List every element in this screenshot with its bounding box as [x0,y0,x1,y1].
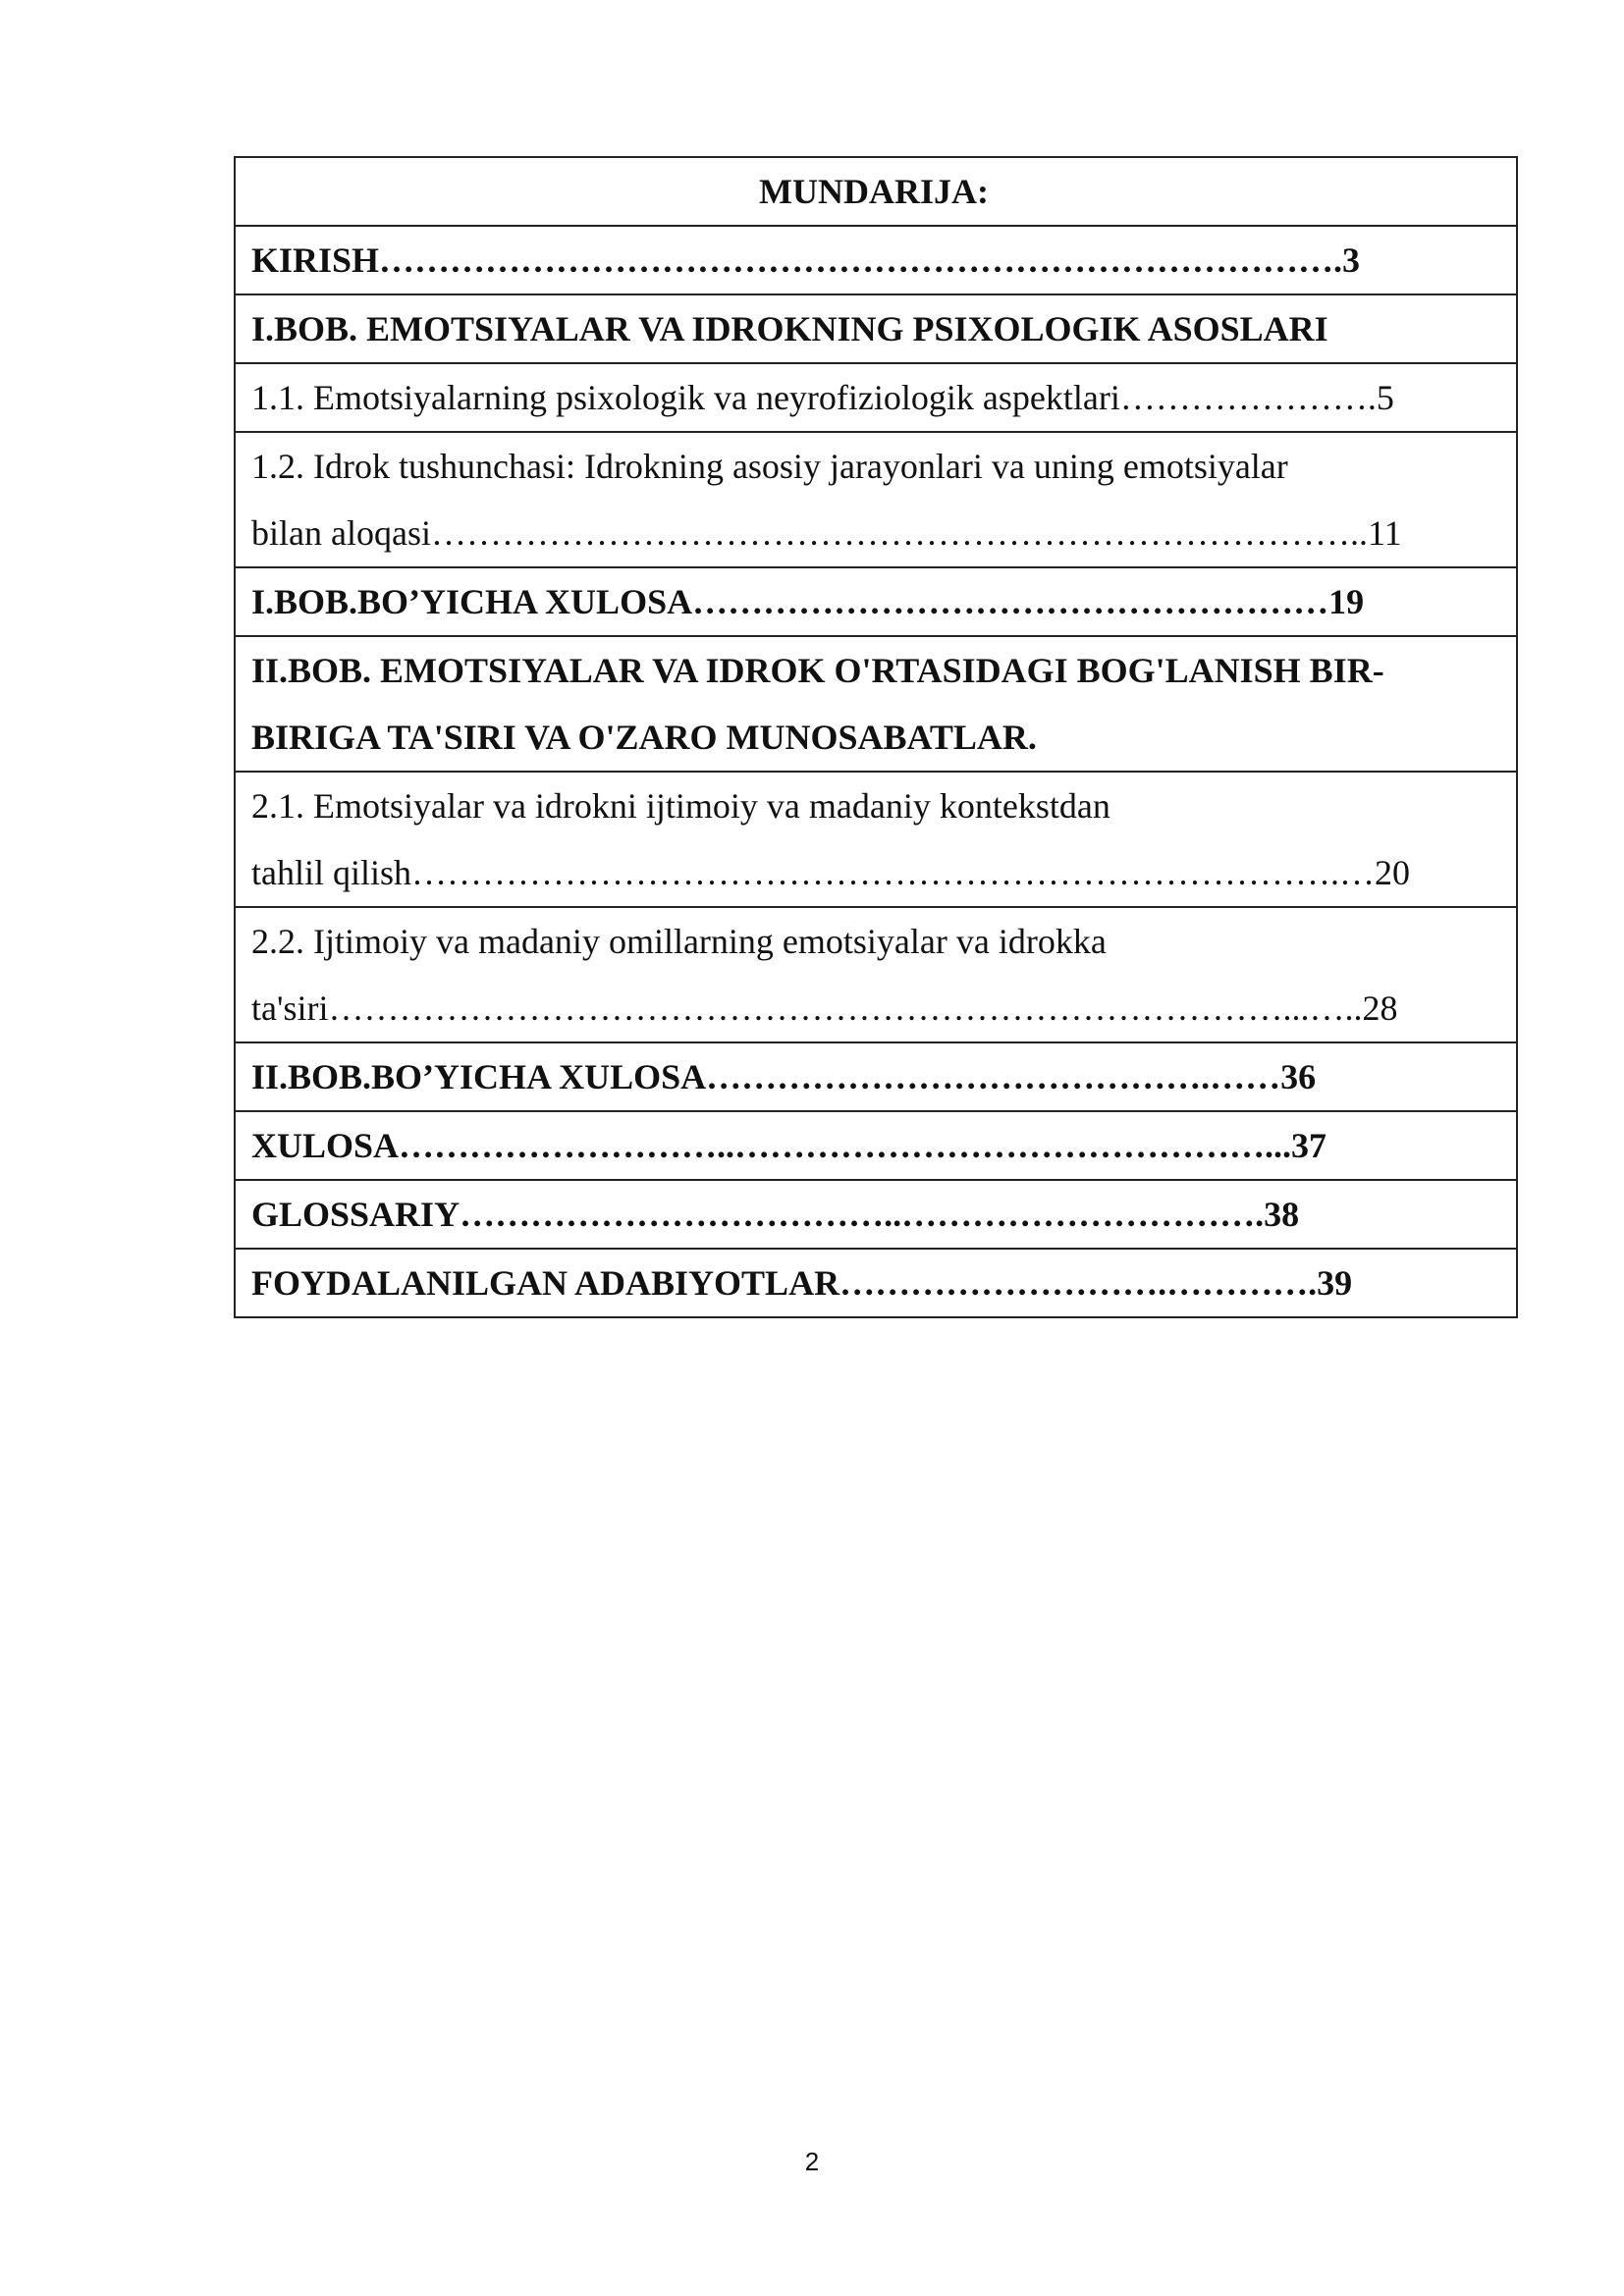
toc-title: MUNDARIJA: [235,157,1517,226]
toc-row [235,1249,1517,1317]
toc-entry-line: FOYDALANILGAN ADABIYOTLAR……………………….………….39 [251,1263,1353,1303]
toc-entry[interactable] [235,772,1517,907]
toc-entry-line: II.BOB. EMOTSIYALAR VA IDROK O'RTASIDAGI BOG'LANISH BIR- [251,651,1384,690]
toc-entry-line: XULOSA………………………..………………………………………...37 [251,1126,1327,1165]
toc-entry[interactable] [235,294,1517,363]
toc-entry-line: ta'siri………………………………………………………………………...…..28 [251,988,1398,1028]
toc-entry[interactable] [235,636,1517,772]
toc-row [235,1042,1517,1111]
toc-entry[interactable] [235,567,1517,636]
table-of-contents [234,156,1518,1318]
toc-entry-line: 1.1. Emotsiyalarning psixologik va neyrofiziologik aspektlari………………….5 [251,378,1394,417]
toc-body [235,157,1517,1317]
toc-entry[interactable] [235,1111,1517,1180]
toc-entry-line: bilan aloqasi……………………………………………………………………..11 [251,513,1402,553]
toc-entry[interactable] [235,907,1517,1042]
toc-title-row [235,157,1517,226]
toc-row [235,636,1517,772]
toc-entry-line: 2.1. Emotsiyalar va idrokni ijtimoiy va madaniy kontekstdan [251,786,1110,826]
toc-row [235,907,1517,1042]
toc-entry-line: 2.2. Ijtimoiy va madaniy omillarning emotsiyalar va idrokka [251,922,1107,961]
toc-entry-line: KIRISH……………………………………………………………………….3 [251,240,1361,280]
toc-entry-line: tahlil qilish…………………………………………………………………….…20 [251,853,1411,892]
toc-entry-line: GLOSSARIY………………………………..………………………….38 [251,1195,1300,1234]
toc-row [235,567,1517,636]
toc-row [235,1111,1517,1180]
toc-row [235,226,1517,294]
toc-row [235,363,1517,432]
toc-entry-line: 1.2. Idrok tushunchasi: Idrokning asosiy jarayonlari va uning emotsiyalar [251,447,1288,486]
toc-entry[interactable] [235,1249,1517,1317]
toc-entry[interactable] [235,226,1517,294]
toc-row [235,772,1517,907]
toc-row [235,294,1517,363]
toc-row [235,1180,1517,1249]
toc-entry[interactable] [235,432,1517,567]
toc-entry-line: I.BOB. EMOTSIYALAR VA IDROKNING PSIXOLOGIK ASOSLARI [251,309,1328,348]
toc-entry[interactable] [235,1042,1517,1111]
toc-entry[interactable] [235,363,1517,432]
toc-entry[interactable] [235,1180,1517,1249]
toc-entry-line: II.BOB.BO’YICHA XULOSA…………………………………….……36 [251,1057,1317,1096]
toc-entry-line: BIRIGA TA'SIRI VA O'ZARO MUNOSABATLAR. [251,718,1037,757]
toc-row [235,432,1517,567]
toc-entry-line: I.BOB.BO’YICHA XULOSA………………………………………………19 [251,582,1365,621]
page-number: 2 [804,2147,820,2176]
